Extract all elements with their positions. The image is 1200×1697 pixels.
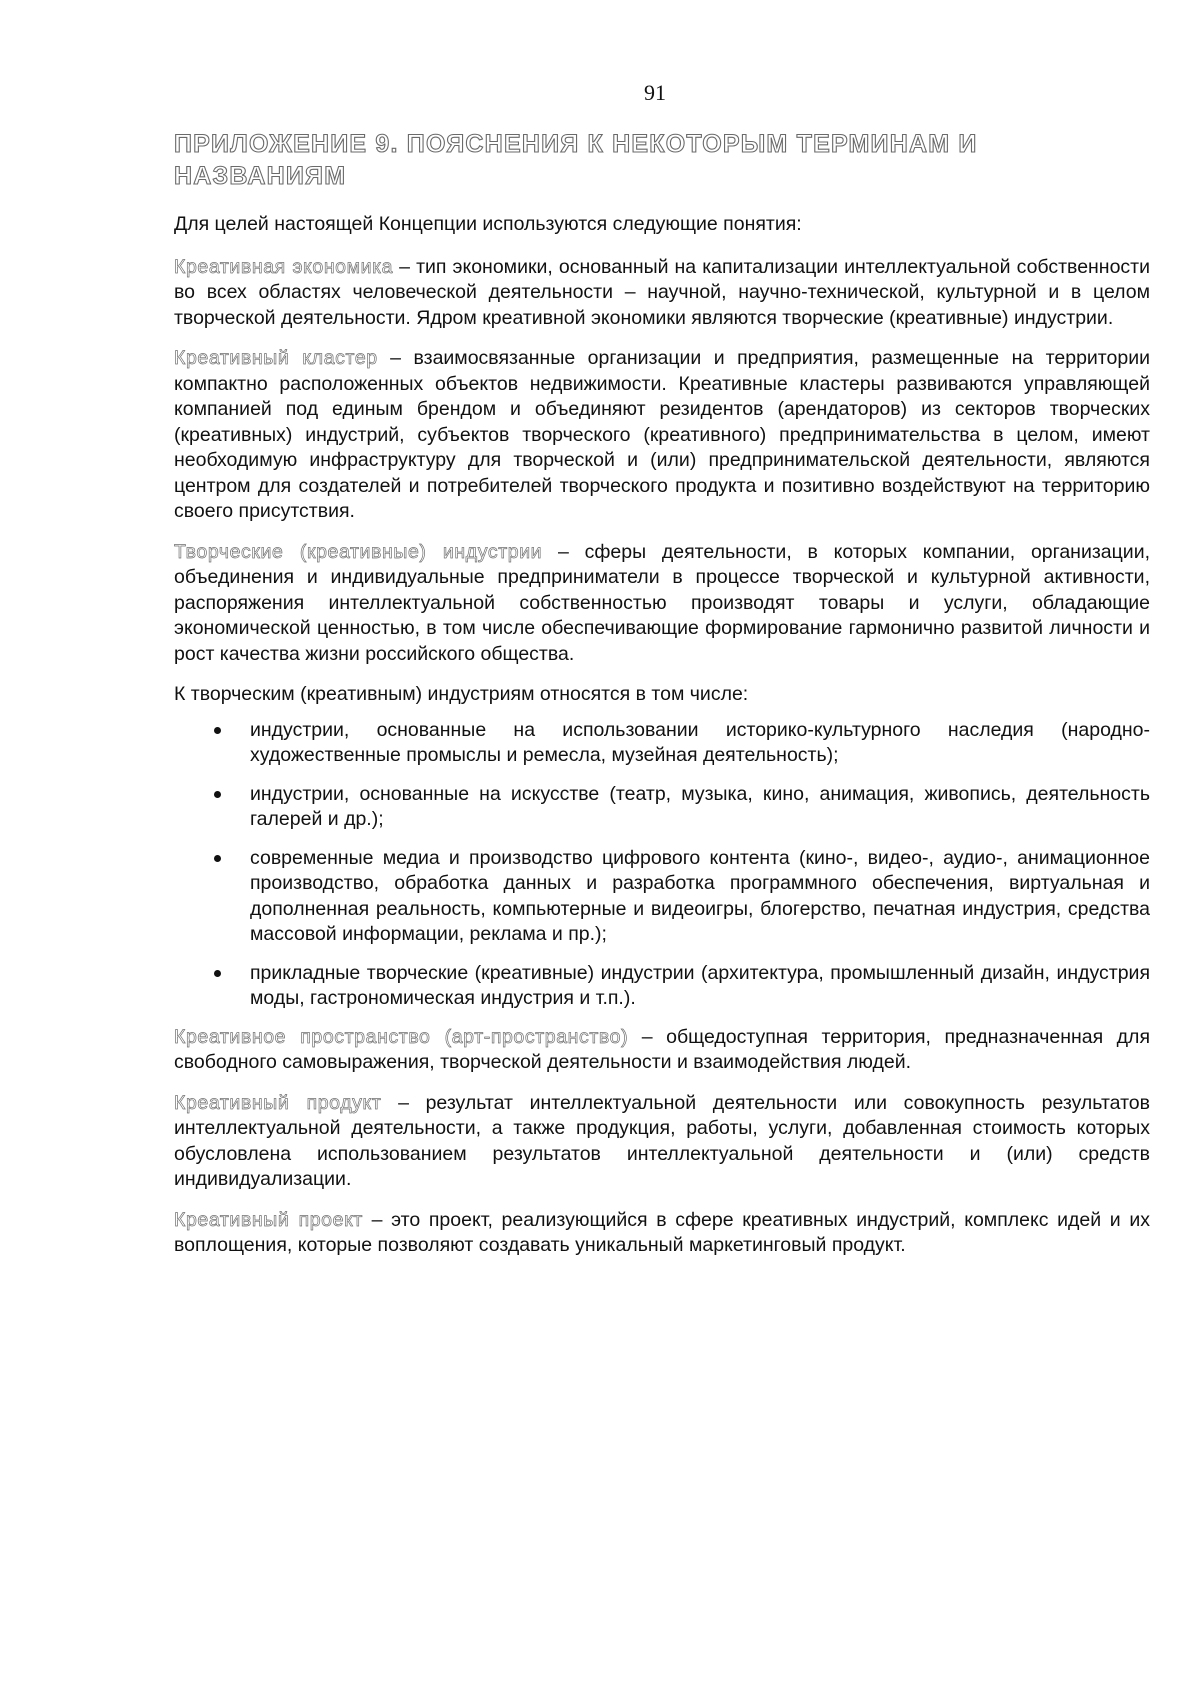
intro-paragraph: Для целей настоящей Концепции используются следующие понятия: [174, 213, 802, 235]
term-label: Творческие (креативные) индустрии [174, 540, 543, 563]
definition-creative-cluster [174, 346, 1150, 525]
bullet-icon [214, 727, 221, 734]
list-item [174, 961, 1150, 1012]
list-item-text: индустрии, основанные на искусстве (театр, музыка, кино, анимация, живопись, деятельность галерей и др.); [250, 782, 1150, 830]
list-item [174, 718, 1150, 769]
term-label: Креативный кластер [174, 347, 378, 369]
definition-creative-economy [174, 255, 1150, 332]
term-label: Креативный проект [174, 1208, 363, 1231]
list-item-text: прикладные творческие (креативные) индустрии (архитектура, промышленный дизайн, индустрия моды, гастрономическая индустрия и т.п.). [250, 961, 1150, 1009]
list-lead: К творческим (креативным) индустриям относятся в том числе: [174, 683, 749, 705]
list-item [174, 782, 1150, 833]
bullet-icon [214, 791, 221, 798]
list-item-text: современные медиа и производство цифрового контента (кино-, видео-, аудио-, анимационное производство, обработка данных и разработка программного обеспечения, виртуальная и дополненная реальность, компьютерные и видеоигры, блогерство, печатная индустрия, средства массовой информации, реклама и пр.); [250, 846, 1150, 945]
term-label: Креативный продукт [174, 1091, 382, 1114]
definition-creative-industries [174, 540, 1150, 668]
definition-creative-project [174, 1208, 1150, 1259]
definition-text: – тип экономики, основанный на капитализации интеллектуальной собственности во всех областях человеческой деятельности – научной, научно-технической, культурной и в целом творческой деятельности. Ядром креативной экономики являются творческие (креативные) индустрии. [174, 255, 1150, 329]
appendix-heading: ПРИЛОЖЕНИЕ 9. ПОЯСНЕНИЯ К НЕКОТОРЫМ ТЕРМИНАМ И НАЗВАНИЯМ [174, 130, 978, 190]
definition-text: – сферы деятельности, в которых компании, организации, объединения и индивидуальные предприниматели в процессе творческой и культурной активности, распоряжения интеллектуальной собственностью производят товары и услуги, обладающие экономической ценностью, в том числе обеспечивающие формирование гармонично развитой личности и рост качества жизни российского общества. [174, 540, 1151, 665]
bullet-icon [214, 970, 221, 977]
definition-text: – результат интеллектуальной деятельности или совокупность результатов интеллектуальной деятельности, а также продукция, работы, услуги, добавленная стоимость которых обусловлена использованием результатов интеллектуальной деятельности и (или) средств индивидуализации. [174, 1091, 1150, 1190]
term-label: Креативное пространство (арт-пространство) [174, 1025, 629, 1048]
term-label: Креативная экономика [174, 255, 394, 278]
document-body [174, 128, 1150, 1274]
page-number: 91 [644, 80, 666, 105]
definition-text: – общедоступная территория, предназначенная для свободного самовыражения, творческой деятельности и взаимодействия людей. [174, 1025, 1150, 1073]
definition-creative-space [174, 1025, 1150, 1076]
definition-text: – взаимосвязанные организации и предприятия, размещенные на территории компактно расположенных объектов недвижимости. Креативные кластеры развиваются управляющей компанией под единым брендом и объединяют резидентов (арендаторов) из секторов творческих (креативных) индустрий, субъектов творческого (креативного) предпринимательства в целом, имеют необходимую инфраструктуру для творческой и (или) предпринимательской деятельности, являются центром для создателей и потребителей творческого продукта и позитивно воздействуют на территорию своего присутствия. [174, 347, 1150, 522]
definition-creative-product [174, 1091, 1150, 1193]
list-item [174, 846, 1150, 948]
bullet-icon [214, 855, 221, 862]
list-item-text: индустрии, основанные на использовании историко-культурного наследия (народно-художественные промыслы и ремесла, музейная деятельность); [250, 718, 1150, 766]
definition-text: – это проект, реализующийся в сфере креативных индустрий, комплекс идей и их воплощения, которые позволяют создавать уникальный маркетинговый продукт. [174, 1208, 1150, 1256]
industries-list [174, 718, 1150, 1012]
